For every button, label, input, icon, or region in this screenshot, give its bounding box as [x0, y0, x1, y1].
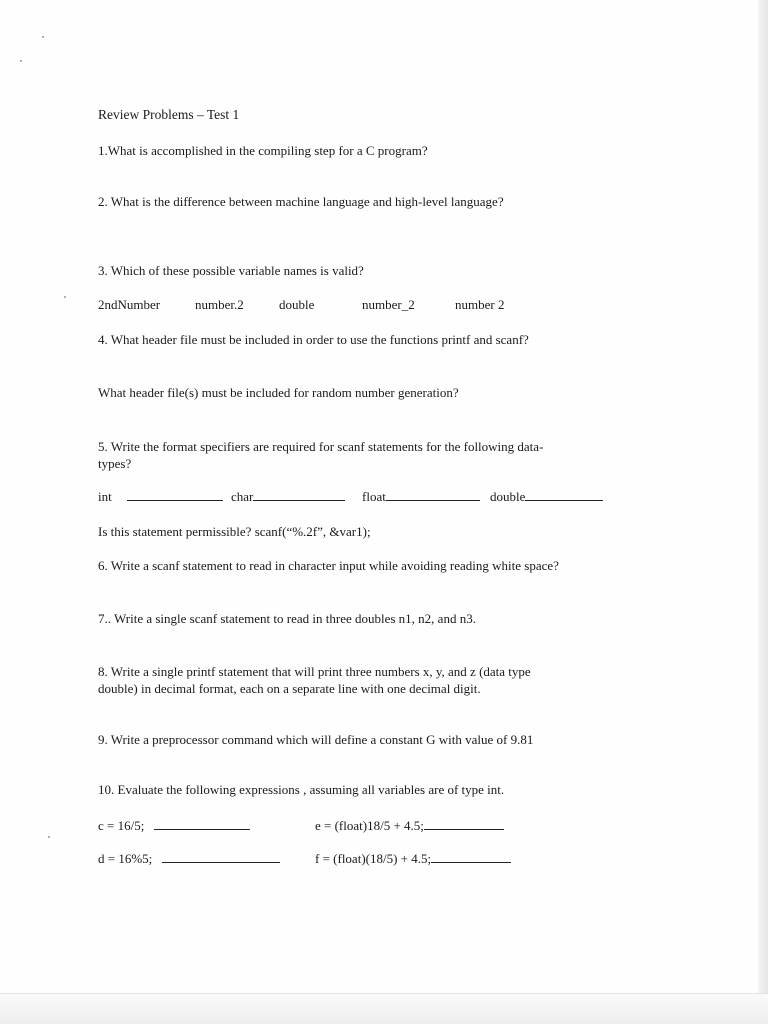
type-double-label: double: [490, 489, 526, 504]
expr-c-blank[interactable]: [154, 817, 250, 830]
scan-speck: [64, 296, 66, 298]
type-char-blank[interactable]: [253, 488, 345, 501]
expr-d-blank[interactable]: [162, 850, 280, 863]
option-double: double: [279, 297, 315, 312]
option-number-space-2: number 2: [455, 297, 505, 312]
expr-e-text: e = (float)18/5 + 4.5;: [315, 818, 424, 833]
option-number-dot-2: number.2: [195, 297, 244, 312]
type-int-label: int: [98, 489, 112, 504]
type-float: [362, 488, 480, 505]
question-10: 10. Evaluate the following expressions , assuming all variables are of type int.: [98, 782, 505, 797]
type-double-blank[interactable]: [525, 488, 603, 501]
type-float-label: float: [362, 489, 386, 504]
expr-f: [315, 850, 511, 867]
question-3: 3. Which of these possible variable names is valid?: [98, 263, 364, 278]
question-6: 6. Write a scanf statement to read in character input while avoiding reading white space?: [98, 558, 559, 573]
expr-d: [98, 850, 280, 867]
question-9: 9. Write a preprocessor command which will define a constant G with value of 9.81: [98, 732, 534, 747]
question-2: 2. What is the difference between machine language and high-level language?: [98, 194, 504, 209]
expr-c-text: c = 16/5;: [98, 818, 145, 833]
question-1: 1.What is accomplished in the compiling step for a C program?: [98, 143, 428, 158]
scan-speck: [20, 60, 22, 62]
expr-f-text: f = (float)(18/5) + 4.5;: [315, 851, 432, 866]
type-int-blank[interactable]: [127, 488, 223, 501]
page-right-edge: [758, 0, 768, 1024]
question-4: 4. What header file must be included in order to use the functions printf and scanf?: [98, 332, 529, 347]
expr-f-blank[interactable]: [431, 850, 511, 863]
document-title: Review Problems – Test 1: [98, 107, 240, 122]
option-2ndnumber: 2ndNumber: [98, 297, 161, 312]
type-char-label: char: [231, 489, 254, 504]
option-number-underscore-2: number_2: [362, 297, 415, 312]
expr-e: [315, 817, 504, 834]
type-char: [231, 488, 345, 505]
scan-speck: [42, 36, 44, 38]
question-5b: Is this statement permissible? scanf(“%.2f”, &var1);: [98, 524, 371, 539]
question-5-line-2: types?: [98, 456, 132, 471]
expr-d-text: d = 16%5;: [98, 851, 153, 866]
type-double: [490, 488, 603, 505]
question-5-line-1: 5. Write the format specifiers are required for scanf statements for the following data-: [98, 439, 544, 454]
expr-e-blank[interactable]: [424, 817, 504, 830]
type-int: [98, 488, 223, 505]
type-float-blank[interactable]: [386, 488, 480, 501]
question-8-line-1: 8. Write a single printf statement that will print three numbers x, y, and z (data type: [98, 664, 531, 679]
question-7: 7.. Write a single scanf statement to read in three doubles n1, n2, and n3.: [98, 611, 476, 626]
question-4b: What header file(s) must be included for random number generation?: [98, 385, 459, 400]
expr-c: [98, 817, 250, 834]
page-bottom-edge: [0, 993, 768, 1024]
scan-speck: [48, 836, 50, 838]
question-8-line-2: double) in decimal format, each on a separate line with one decimal digit.: [98, 681, 481, 696]
